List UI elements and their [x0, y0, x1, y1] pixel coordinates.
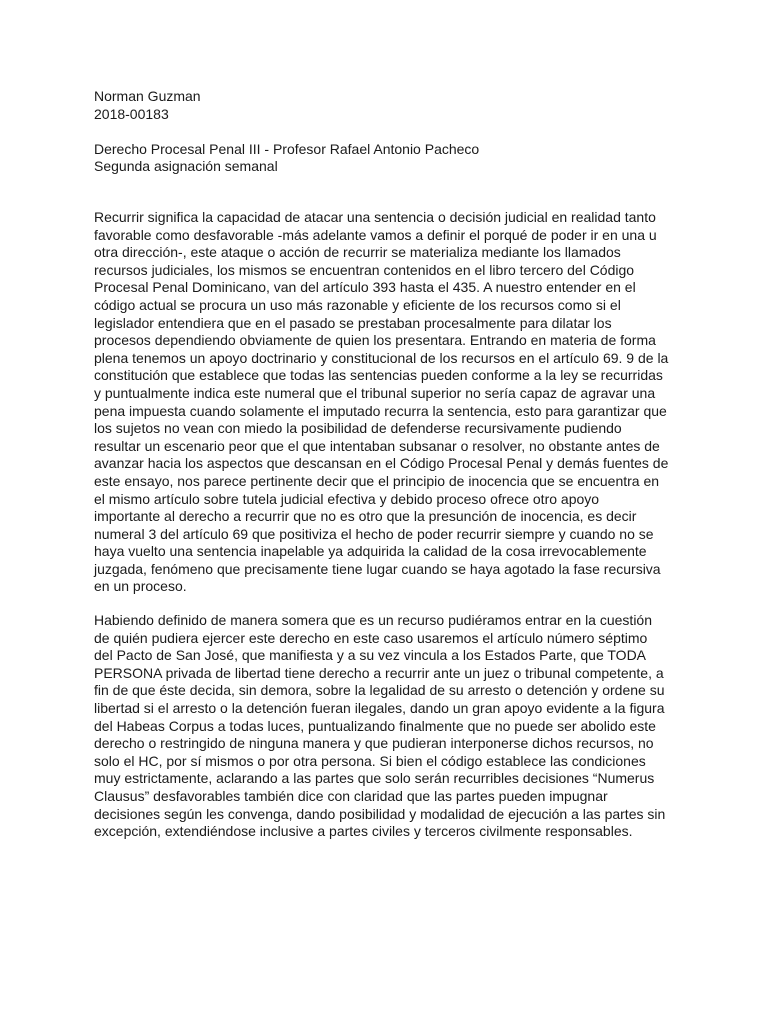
- paragraph-line: recursos judiciales, los mismos se encuentran contenidos en el libro tercero del Código: [94, 261, 635, 278]
- paragraph-line: derecho o restringido de ninguna manera y que pudieran interponerse dichos recursos, no: [94, 735, 654, 752]
- paragraph-line: resultar un escenario peor que el que intentaban subsanar o resolver, no obstante antes de: [94, 437, 660, 454]
- paragraph-line: favorable como desfavorable -más adelante vamos a definir el porqué de poder ir en una u: [94, 226, 657, 243]
- document-header: [94, 88, 694, 176]
- document-body: [94, 209, 678, 841]
- paragraph-line: legislador entendiera que en el pasado se prestaban procesalmente para dilatar los: [94, 314, 612, 331]
- paragraph-line: del Pacto de San José, que manifiesta y a su vez vincula a los Estados Parte, que TODA: [94, 647, 647, 664]
- paragraph-line: del Habeas Corpus a todas luces, puntualizando finalmente que no puede ser abolido este: [94, 717, 656, 734]
- paragraph-line: avanzar hacia los aspectos que descansan en el Código Procesal Penal y demás fuentes de: [94, 455, 669, 472]
- paragraph-line: decisiones según les convenga, dando posibilidad y modalidad de ejecución a las partes sin: [94, 805, 666, 822]
- assignment-title: Segunda asignación semanal: [94, 158, 278, 175]
- paragraph-line: haya vuelto una sentencia inapelable ya adquirida la calidad de la cosa irrevocablemente: [94, 543, 647, 560]
- paragraph-line: constitución que establece que todas las sentencias pueden conforme a la ley se recurridas: [94, 367, 663, 384]
- paragraph-line: los sujetos no vean con miedo la posibilidad de defenderse recursivamente pudiendo: [94, 420, 622, 437]
- paragraph-line: en un proceso.: [94, 578, 187, 595]
- paragraph-line: fin de que éste decida, sin demora, sobre la legalidad de su arresto o detención y ordene su: [94, 682, 665, 699]
- paragraph-line: solo el HC, por sí mismos o por otra persona. Si bien el código establece las condiciones: [94, 752, 646, 769]
- paragraph-1: [94, 209, 678, 596]
- paragraph-line: y puntualmente indica este numeral que el tribunal superior no sería capaz de agravar una: [94, 384, 656, 401]
- header-spacer: [94, 123, 694, 141]
- paragraph-line: muy estrictamente, aclarando a las partes que solo serán recurribles decisiones “Numerus: [94, 770, 655, 787]
- paragraph-line: Habiendo definido de manera somera que es un recurso pudiéramos entrar en la cuestión: [94, 612, 653, 629]
- paragraph-line: Clausus” desfavorables también dice con claridad que las partes pueden impugnar: [94, 788, 608, 804]
- paragraph-line: Recurrir significa la capacidad de atacar una sentencia o decisión judicial en realidad tanto: [94, 209, 656, 225]
- paragraph-line: pena impuesta cuando solamente el imputado recurra la sentencia, esto para garantizar que: [94, 402, 667, 419]
- student-id: 2018-00183: [94, 105, 169, 122]
- paragraph-2: [94, 612, 678, 841]
- paragraph-line: código actual se procura un uso más razonable y eficiente de los recursos como si el: [94, 296, 621, 313]
- paragraph-line: importante al derecho a recurrir que no es otro que la presunción de inocencia, es decir: [94, 508, 637, 525]
- author-name: Norman Guzman: [94, 88, 201, 104]
- paragraph-spacer: [94, 596, 678, 612]
- paragraph-line: libertad si el arresto o la detención fueran ilegales, dando un gran apoyo evidente a la figura: [94, 700, 665, 717]
- paragraph-line: el mismo artículo sobre tutela judicial efectiva y debido proceso ofrece otro apoyo: [94, 490, 600, 507]
- paragraph-line: plena tenemos un apoyo doctrinario y constitucional de los recursos en el artículo 69. 9 de la: [94, 349, 669, 366]
- paragraph-line: Procesal Penal Dominicano, van del artículo 393 hasta el 435. A nuestro entender en el: [94, 279, 636, 296]
- paragraph-line: este ensayo, nos parece pertinente decir que el principio de inocencia que se encuentra en: [94, 472, 660, 489]
- course-title: Derecho Procesal Penal III - Profesor Rafael Antonio Pacheco: [94, 140, 480, 157]
- paragraph-line: PERSONA privada de libertad tiene derecho a recurrir ante un juez o tribunal competente, a: [94, 664, 664, 681]
- paragraph-line: de quién pudiera ejercer este derecho en este caso usaremos el artículo número séptimo: [94, 629, 648, 646]
- paragraph-line: procesos dependiendo obviamente de quien los presentara. Entrando en materia de forma: [94, 332, 656, 349]
- paragraph-line: excepción, extendiéndose inclusive a partes civiles y terceros civilmente responsables.: [94, 823, 633, 840]
- paragraph-line: numeral 3 del artículo 69 que positiviza el hecho de poder recurrir siempre y cuando no se: [94, 525, 654, 542]
- paragraph-line: juzgada, fenómeno que precisamente tiene lugar cuando se haya agotado la fase recursiva: [94, 560, 661, 577]
- paragraph-line: otra dirección-, este ataque o acción de recurrir se materializa mediante los llamados: [94, 244, 621, 261]
